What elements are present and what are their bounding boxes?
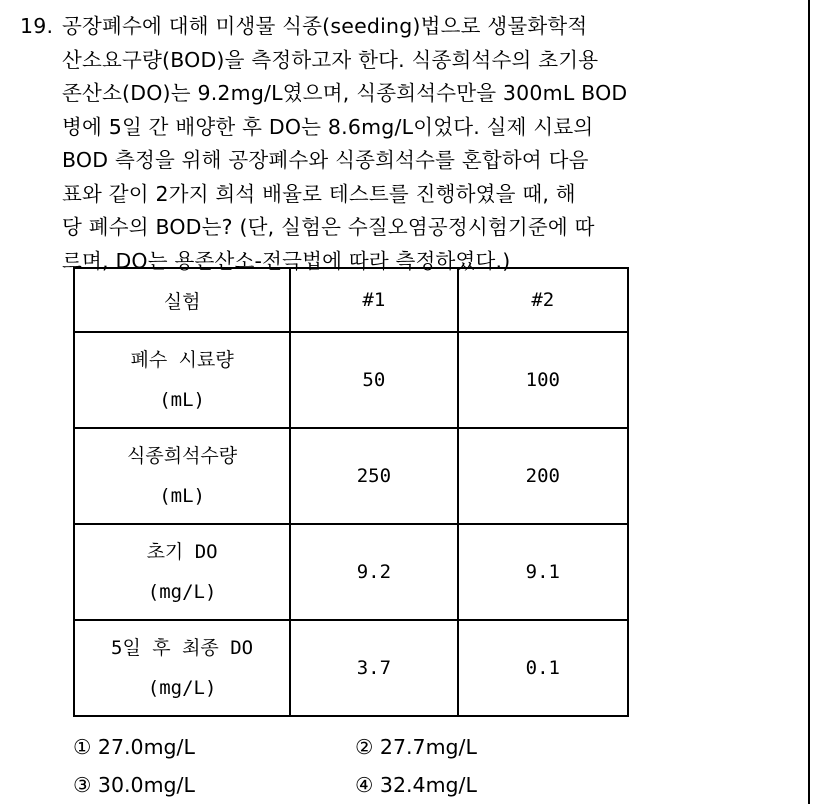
table-cell: 50 — [290, 332, 457, 428]
table-row — [74, 428, 628, 524]
table-row — [74, 332, 628, 428]
question-line: 표와 같이 2가지 희석 배율로 테스트를 진행하였을 때, 해 — [62, 181, 576, 206]
row-unit: (mL) — [159, 389, 205, 411]
question-line: 병에 5일 간 배양한 후 DO는 8.6mg/L이었다. 실제 시료의 — [62, 114, 594, 139]
question-text: 공장폐수에 대해 미생물 식종(seeding)법으로 생물화학적 — [62, 14, 588, 38]
row-label-cell — [74, 332, 290, 428]
question-number: 19. — [20, 14, 54, 38]
answer-choice-4[interactable] — [355, 766, 637, 804]
experiment-table — [73, 267, 629, 717]
table-row — [74, 524, 628, 620]
table-cell: 0.1 — [458, 620, 628, 716]
table-cell: 200 — [458, 428, 628, 524]
answer-choice-2[interactable] — [355, 728, 637, 766]
row-label-cell — [74, 524, 290, 620]
choice-marker: ② — [355, 735, 374, 759]
answer-choices — [73, 728, 637, 804]
question-line: 산소요구량(BOD)을 측정하고자 한다. 식종희석수의 초기용 — [62, 47, 599, 72]
choice-row — [73, 728, 637, 766]
row-unit: (mg/L) — [147, 677, 217, 699]
row-label: 5일 후 최종 DO — [111, 637, 254, 659]
answer-choice-1[interactable] — [73, 728, 355, 766]
row-label: 식종희석수량 — [127, 445, 238, 467]
choice-row — [73, 766, 637, 804]
table-cell: 250 — [290, 428, 457, 524]
table-cell: 100 — [458, 332, 628, 428]
table-cell: 9.1 — [458, 524, 628, 620]
question-line: BOD 측정을 위해 공장폐수와 식종희석수를 혼합하여 다음 — [62, 148, 589, 172]
table-header-cell: 실험 — [74, 268, 290, 332]
right-border-rule — [808, 0, 810, 804]
row-label-cell — [74, 620, 290, 716]
choice-text: 30.0mg/L — [97, 773, 195, 797]
table-row — [74, 620, 628, 716]
question-block — [20, 10, 800, 278]
row-unit: (mg/L) — [147, 581, 217, 603]
row-label-cell — [74, 428, 290, 524]
row-unit: (mL) — [159, 485, 205, 507]
choice-text: 32.4mg/L — [379, 773, 477, 797]
row-label: 초기 DO — [146, 541, 218, 563]
choice-text: 27.0mg/L — [97, 735, 195, 759]
table-cell: 9.2 — [290, 524, 457, 620]
question-line: 당 폐수의 BOD는? (단, 실험은 수질오염공정시험기준에 따 — [62, 215, 595, 239]
choice-marker: ④ — [355, 773, 374, 797]
choice-marker: ① — [73, 735, 92, 759]
choice-marker: ③ — [73, 773, 92, 797]
question-line — [20, 10, 800, 44]
row-label: 폐수 시료량 — [130, 349, 234, 371]
table-header-cell: #1 — [290, 268, 457, 332]
table-cell: 3.7 — [290, 620, 457, 716]
question-line: 존산소(DO)는 9.2mg/L였으며, 식종희석수만을 300mL BOD — [62, 81, 628, 105]
question-line: 르며, DO는 용존산소-전극법에 따라 측정하였다.) — [62, 248, 511, 273]
choice-text: 27.7mg/L — [379, 735, 477, 759]
table-header-row — [74, 268, 628, 332]
table-header-cell: #2 — [458, 268, 628, 332]
answer-choice-3[interactable] — [73, 766, 355, 804]
